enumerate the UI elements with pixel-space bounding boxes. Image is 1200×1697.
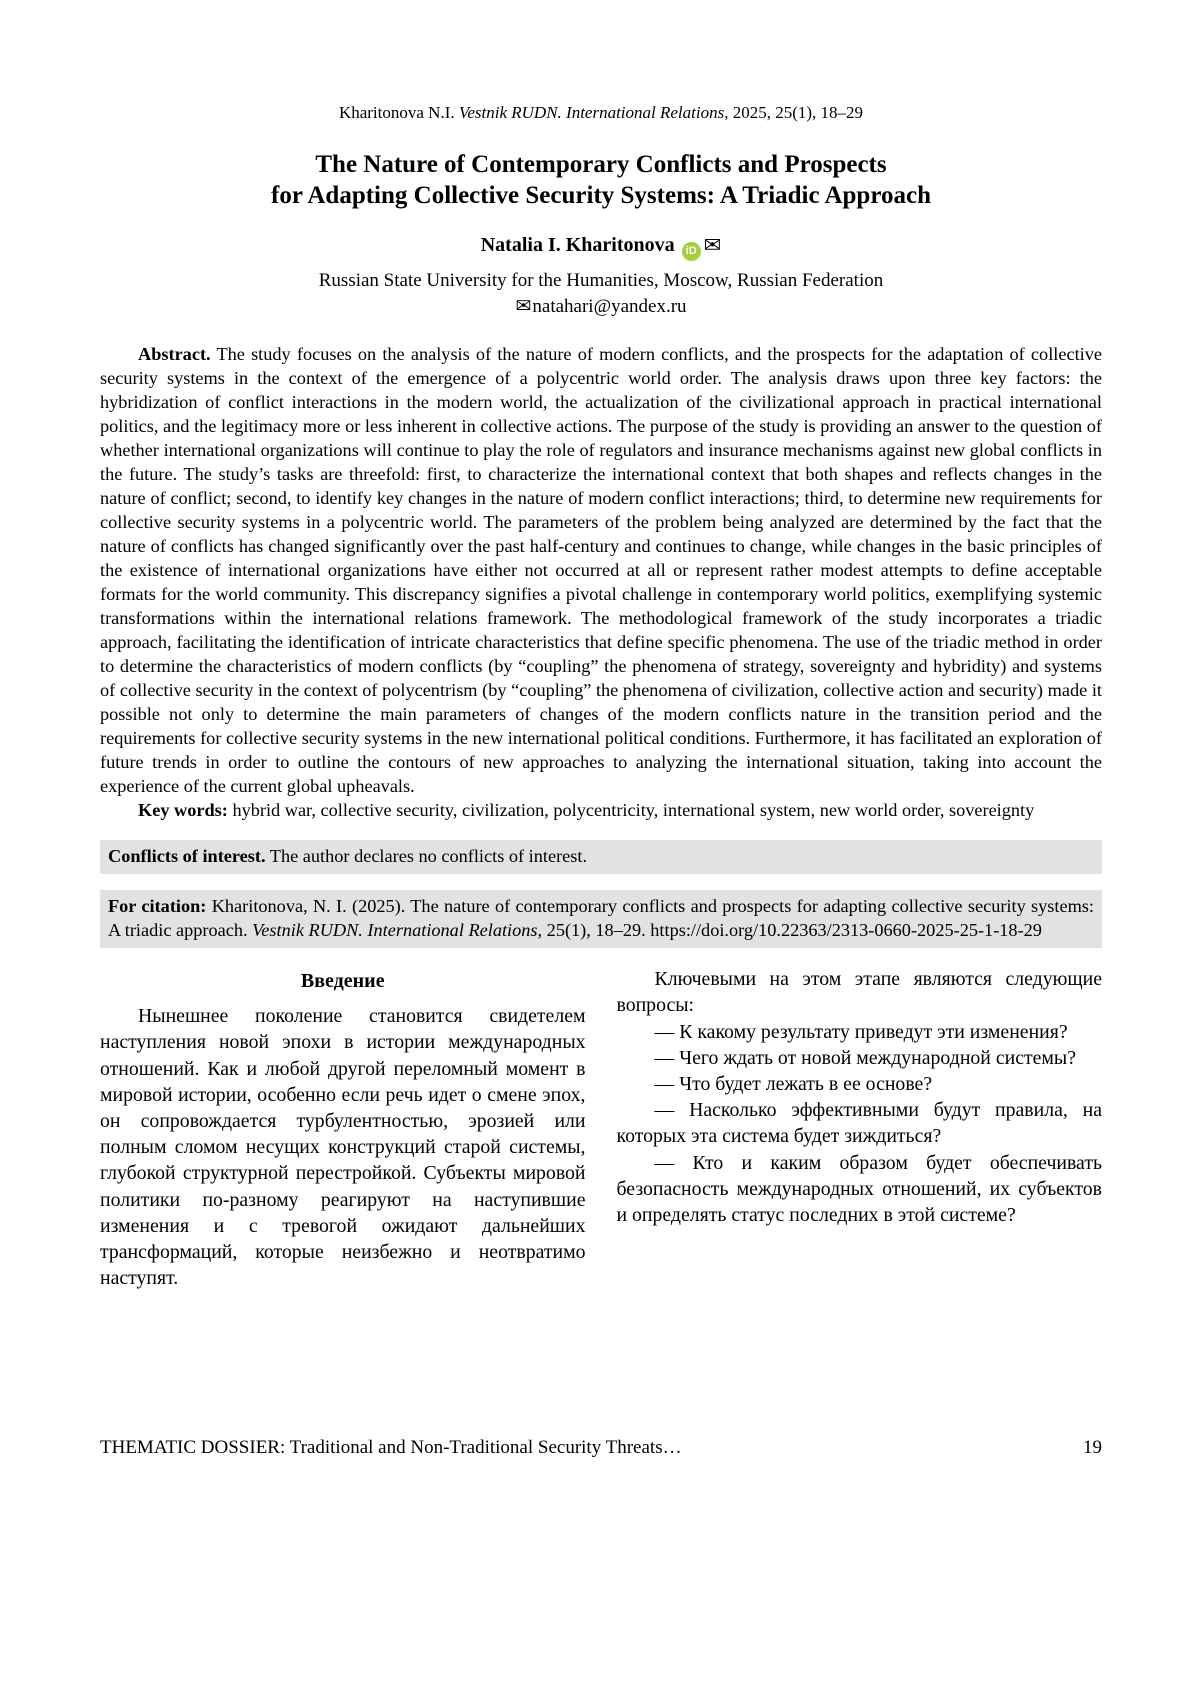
article-title-line-1: The Nature of Contemporary Conflicts and Prospects — [315, 151, 887, 179]
left-column — [100, 966, 586, 1291]
article-title-line-2: for Adapting Collective Security Systems: A Triadic Approach — [271, 182, 931, 210]
section-heading-introduction: Введение — [300, 970, 385, 993]
article-title — [100, 149, 1102, 211]
running-head — [100, 102, 1102, 123]
running-head-author: Kharitonova N.I. — [338, 103, 459, 122]
question-item-3: — Что будет лежать в ее основе? — [654, 1073, 933, 1096]
right-column — [617, 966, 1103, 1291]
question-item-1: — К какому результату приведут эти изменения? — [654, 1020, 1068, 1043]
keywords-label: Key words: — [138, 800, 228, 821]
affiliation: Russian State University for the Humanities, Moscow, Russian Federation — [318, 270, 884, 292]
two-column-section — [100, 966, 1102, 1291]
question-item-4: — Насколько эффективными будут правила, на которых эта система будет зиждиться? — [616, 1099, 1102, 1148]
citation-label: For citation: — [108, 896, 207, 917]
keywords-paragraph — [100, 798, 1102, 822]
questions-intro: Ключевыми на этом этапе являются следующие вопросы: — [616, 968, 1102, 1017]
envelope-icon: ✉ — [515, 296, 532, 318]
citation-text-after: , 25(1), 18–29. — [537, 920, 651, 941]
abstract-paragraph — [100, 342, 1102, 798]
page-footer — [100, 1437, 1102, 1459]
conflicts-text: The author declares no conflicts of interest. — [265, 846, 588, 867]
citation-box — [100, 890, 1102, 948]
conflicts-label: Conflicts of interest. — [108, 846, 266, 867]
footer-dossier-title: THEMATIC DOSSIER: Traditional and Non-Traditional Security Threats… — [100, 1437, 682, 1458]
question-item-5: — Кто и каким образом будет обеспечивать безопасность международных отношений, их субъектов и определять статус последних в этой системе? — [616, 1151, 1102, 1227]
conflicts-of-interest-box — [100, 840, 1102, 874]
orcid-icon[interactable]: iD — [682, 242, 701, 261]
email-line — [100, 295, 1102, 318]
running-head-journal: Vestnik RUDN. International Relations — [458, 103, 725, 122]
citation-text-before: Kharitonova, N. I. (2025). The nature of contemporary conflicts and prospects for adapting collective security systems: A triadic approach. — [108, 896, 1094, 941]
abstract-label: Abstract. — [138, 344, 211, 365]
email-address[interactable]: natahari@yandex.ru — [532, 296, 687, 318]
author-name: Natalia I. Kharitonova — [480, 234, 675, 257]
keywords-text: hybrid war, collective security, civilization, polycentricity, international system, new world order, sovereignty — [227, 800, 1035, 821]
introduction-paragraph: Нынешнее поколение становится свидетелем наступления новой эпохи в истории международных отношений. Как и любой другой переломный момент в мировой истории, особенно если речь идет о смене эпох, он сопровождается турбулентностью, эрозией или полным сломом несущих конструкций старой системы, глубокой структурной перестройкой. Субъекты мировой политики по-разному реагируют на наступившие изменения и с тревогой ожидают дальнейших трансформаций, которые неизбежно и неотвратимо наступят. — [100, 1005, 586, 1290]
citation-journal: Vestnik RUDN. International Relations — [252, 920, 538, 941]
abstract-text: The study focuses on the analysis of the nature of modern conflicts, and the prospects for the adaptation of collective security systems in the context of the emergence of a polycentric world order. The analysis draws upon three key factors: the hybridization of conflict interactions in the modern world, the actualization of the civilizational approach in practical international politics, and the legitimacy more or less inherent in collective actions. The purpose of the study is providing an answer to the question of whether international organizations will continue to play the role of regulators and insurance mechanisms against new global conflicts in the future. The study’s tasks are threefold: first, to characterize the international context that both shapes and reflects changes in the nature of conflict; second, to identify key changes in the nature of modern conflict interactions; third, to determine new requirements for collective security systems in a polycentric world. The parameters of the problem being analyzed are determined by the fact that the nature of conflicts has changed significantly over the past half-century and continues to change, while changes in the basic principles of the existence of international organizations have either not occurred at all or represent rather modest attempts to define acceptable formats for the world community. This discrepancy signifies a pivotal challenge in contemporary world politics, exemplifying systemic transformations within the international relations framework. The methodological framework of the study incorporates a triadic approach, facilitating the identification of intricate characteristics that define specific phenomena. The use of the triadic method in order to determine the characteristics of modern conflicts (by “coupling” the phenomena of strategy, sovereignty and hybridity) and systems of collective security in the context of polycentrism (by “coupling” the phenomena of civilization, collective action and security) made it possible not only to determine the main parameters of changes of the modern conflicts nature in the transition period and the requirements for collective security systems in the new international political conditions. Furthermore, it has facilitated an exploration of future trends in order to outline the contours of new approaches to analyzing the international situation, taking into account the experience of the current global upheavals. — [100, 344, 1102, 797]
page-number: 19 — [1083, 1437, 1102, 1458]
running-head-issue: , 2025, 25(1), 18–29 — [724, 103, 864, 122]
author-line — [100, 233, 1102, 261]
doi-link[interactable]: https://doi.org/10.22363/2313-0660-2025-25-1-18-29 — [650, 920, 1042, 941]
mail-icon[interactable]: ✉ — [703, 233, 722, 258]
question-item-2: — Чего ждать от новой международной системы? — [654, 1046, 1076, 1069]
